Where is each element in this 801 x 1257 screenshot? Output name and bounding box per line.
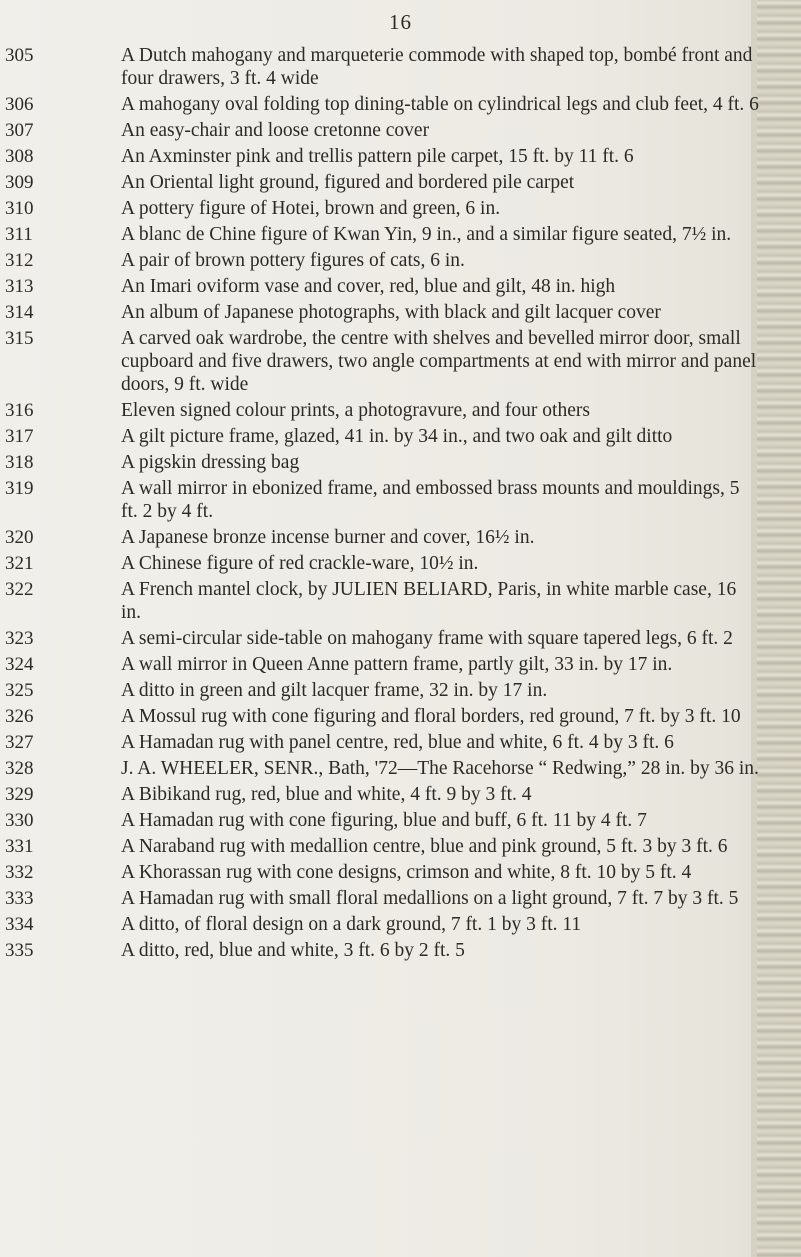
- lot-description: Eleven signed colour prints, a photogravure, and four others: [121, 400, 590, 421]
- lot-description: A Naraband rug with medallion centre, blue and pink ground, 5 ft. 3 by 3 ft. 6: [121, 836, 728, 857]
- lot-number: 330: [5, 810, 34, 831]
- lot-number: 331: [5, 836, 34, 857]
- lot-description: A Chinese figure of red crackle-ware, 10½ in.: [121, 553, 479, 574]
- lot-description: A semi-circular side-table on mahogany frame with square tapered legs, 6 ft. 2: [121, 628, 733, 649]
- lot-entry: [0, 275, 801, 298]
- lot-entry: [0, 526, 801, 549]
- lot-description: An Oriental light ground, figured and bordered pile carpet: [121, 172, 575, 193]
- lot-number: 321: [5, 553, 34, 574]
- lot-number: 335: [5, 940, 34, 961]
- lot-description: A ditto, of floral design on a dark ground, 7 ft. 1 by 3 ft. 11: [121, 914, 582, 935]
- lot-entry: [0, 249, 801, 272]
- lot-number: 312: [5, 250, 34, 271]
- lot-number: 320: [5, 527, 34, 548]
- lot-description: J. A. WHEELER, SENR., Bath, '72—The Racehorse “ Redwing,” 28 in. by 36 in.: [121, 758, 759, 779]
- lot-number: 305: [5, 45, 34, 66]
- lot-description: An album of Japanese photographs, with black and gilt lacquer cover: [121, 302, 661, 323]
- lot-description: A mahogany oval folding top dining-table on cylindrical legs and club feet, 4 ft. 6: [121, 94, 759, 115]
- lot-number: 316: [5, 400, 34, 421]
- lot-description: A pigskin dressing bag: [121, 452, 300, 473]
- lot-entry: [0, 93, 801, 116]
- lot-entry: [0, 679, 801, 702]
- lot-entry: [0, 425, 801, 448]
- lot-number: 334: [5, 914, 34, 935]
- lot-entry: [0, 171, 801, 194]
- lot-description: A wall mirror in ebonized frame, and embossed brass mounts and mouldings, 5 ft. 2 by 4 ft.: [121, 478, 740, 522]
- lot-description: A pair of brown pottery figures of cats, 6 in.: [121, 250, 465, 271]
- lot-number: 315: [5, 328, 34, 349]
- lot-list: [0, 44, 801, 965]
- lot-entry: [0, 399, 801, 422]
- lot-entry: [0, 939, 801, 962]
- lot-entry: [0, 477, 801, 523]
- lot-number: 328: [5, 758, 34, 779]
- lot-description: A blanc de Chine figure of Kwan Yin, 9 in., and a similar figure seated, 7½ in.: [121, 224, 732, 245]
- lot-entry: [0, 757, 801, 780]
- lot-description: An Axminster pink and trellis pattern pile carpet, 15 ft. by 11 ft. 6: [121, 146, 634, 167]
- lot-description: A Mossul rug with cone figuring and floral borders, red ground, 7 ft. by 3 ft. 10: [121, 706, 741, 727]
- lot-description: A Dutch mahogany and marqueterie commode with shaped top, bombé front and four drawers, 3 ft. 4 wide: [121, 45, 753, 89]
- lot-description: An easy-chair and loose cretonne cover: [121, 120, 430, 141]
- lot-description: A wall mirror in Queen Anne pattern frame, partly gilt, 33 in. by 17 in.: [121, 654, 673, 675]
- lot-number: 314: [5, 302, 34, 323]
- lot-description: A Hamadan rug with small floral medallions on a light ground, 7 ft. 7 by 3 ft. 5: [121, 888, 739, 909]
- lot-entry: [0, 627, 801, 650]
- lot-number: 329: [5, 784, 34, 805]
- lot-description: A ditto, red, blue and white, 3 ft. 6 by 2 ft. 5: [121, 940, 465, 961]
- lot-description: A Hamadan rug with cone figuring, blue and buff, 6 ft. 11 by 4 ft. 7: [121, 810, 647, 831]
- lot-description: A carved oak wardrobe, the centre with shelves and bevelled mirror door, small cupboard and five drawers, two angle compartments at end with mirror and panel doors, 9 ft. wide: [121, 328, 757, 395]
- lot-number: 326: [5, 706, 34, 727]
- lot-number: 309: [5, 172, 34, 193]
- lot-number: 317: [5, 426, 34, 447]
- lot-entry: [0, 145, 801, 168]
- lot-number: 306: [5, 94, 34, 115]
- lot-description: A Bibikand rug, red, blue and white, 4 ft. 9 by 3 ft. 4: [121, 784, 532, 805]
- lot-entry: [0, 223, 801, 246]
- lot-entry: [0, 451, 801, 474]
- lot-description: A Hamadan rug with panel centre, red, blue and white, 6 ft. 4 by 3 ft. 6: [121, 732, 674, 753]
- lot-description: An Imari oviform vase and cover, red, blue and gilt, 48 in. high: [121, 276, 616, 297]
- lot-entry: [0, 44, 801, 90]
- lot-description: A pottery figure of Hotei, brown and green, 6 in.: [121, 198, 501, 219]
- lot-number: 332: [5, 862, 34, 883]
- lot-entry: [0, 705, 801, 728]
- lot-number: 313: [5, 276, 34, 297]
- page-number: 16: [389, 10, 412, 34]
- lot-number: 310: [5, 198, 34, 219]
- lot-number: 324: [5, 654, 34, 675]
- lot-description: A gilt picture frame, glazed, 41 in. by 34 in., and two oak and gilt ditto: [121, 426, 673, 447]
- lot-description: A French mantel clock, by JULIEN BELIARD, Paris, in white marble case, 16 in.: [121, 579, 737, 623]
- lot-entry: [0, 731, 801, 754]
- lot-entry: [0, 301, 801, 324]
- lot-entry: [0, 861, 801, 884]
- lot-number: 311: [5, 224, 33, 245]
- lot-description: A Khorassan rug with cone designs, crimson and white, 8 ft. 10 by 5 ft. 4: [121, 862, 692, 883]
- lot-entry: [0, 653, 801, 676]
- lot-entry: [0, 887, 801, 910]
- lot-number: 307: [5, 120, 34, 141]
- lot-entry: [0, 327, 801, 396]
- lot-number: 322: [5, 579, 34, 600]
- lot-number: 325: [5, 680, 34, 701]
- lot-entry: [0, 119, 801, 142]
- lot-entry: [0, 809, 801, 832]
- lot-number: 308: [5, 146, 34, 167]
- lot-number: 319: [5, 478, 34, 499]
- lot-number: 333: [5, 888, 34, 909]
- lot-entry: [0, 578, 801, 624]
- lot-description: A Japanese bronze incense burner and cover, 16½ in.: [121, 527, 535, 548]
- lot-entry: [0, 913, 801, 936]
- lot-number: 318: [5, 452, 34, 473]
- lot-entry: [0, 783, 801, 806]
- lot-entry: [0, 552, 801, 575]
- lot-entry: [0, 835, 801, 858]
- lot-description: A ditto in green and gilt lacquer frame, 32 in. by 17 in.: [121, 680, 548, 701]
- lot-number: 327: [5, 732, 34, 753]
- lot-entry: [0, 197, 801, 220]
- lot-number: 323: [5, 628, 34, 649]
